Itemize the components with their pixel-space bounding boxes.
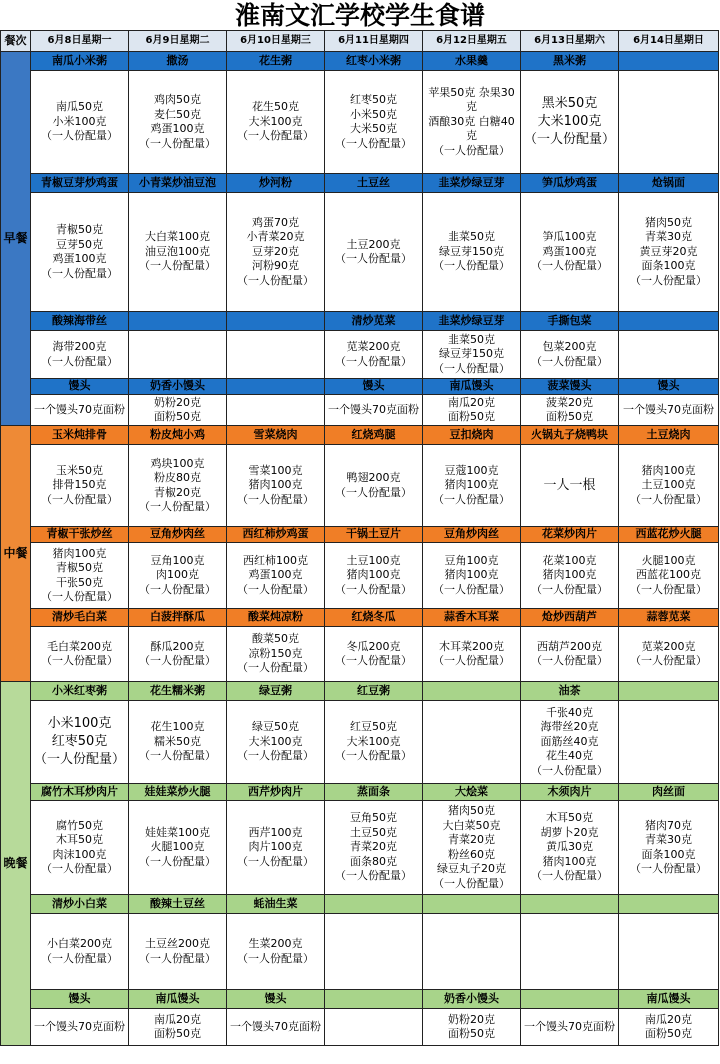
dish-ingredients: 火腿100克 西蓝花100克 （一人份配量） xyxy=(619,543,719,609)
dish-ingredients: 一个馒头70克面粉 xyxy=(31,1009,129,1046)
dish-name: 清炒毛白菜 xyxy=(31,609,129,627)
dish-ingredients: 猪肉100克 青椒50克 干张50克 （一人份配量） xyxy=(31,543,129,609)
menu-table xyxy=(0,30,719,1046)
dish-ingredients: 一个馒头70克面粉 xyxy=(227,1009,325,1046)
dish-name: 油茶 xyxy=(521,682,619,701)
day-header: 6月14日星期日 xyxy=(619,31,719,52)
dish-ingredients: 黑米50克 大米100克 （一人份配量） xyxy=(521,71,619,174)
dish-ingredients: 猪肉50克 大白菜50克 青菜20克 粉丝60克 绿豆丸子20克 （一人份配量） xyxy=(423,801,521,895)
dish-name: 韭菜炒绿豆芽 xyxy=(423,174,521,193)
dish-ingredients: 大白菜100克 油豆泡100克 （一人份配量） xyxy=(129,193,227,312)
dish-name: 炝锅面 xyxy=(619,174,719,193)
dish-name xyxy=(129,312,227,331)
dish-ingredients xyxy=(129,331,227,379)
dish-name: 绿豆粥 xyxy=(227,682,325,701)
dish-ingredients: 豆角100克 猪肉100克 （一人份配量） xyxy=(423,543,521,609)
dish-name xyxy=(619,312,719,331)
dish-name: 粉皮炖小鸡 xyxy=(129,426,227,445)
dish-name: 菠菜馒头 xyxy=(521,379,619,395)
dish-name: 酸辣土豆丝 xyxy=(129,895,227,914)
dish-ingredients: 西芹100克 肉片100克 （一人份配量） xyxy=(227,801,325,895)
dish-ingredients: 小白菜200克 （一人份配量） xyxy=(31,914,129,990)
dish-name: 肉丝面 xyxy=(619,784,719,801)
dish-ingredients: 鸡蛋70克 小青菜20克 豆芽20克 河粉90克 （一人份配量） xyxy=(227,193,325,312)
dish-ingredients: 鸡肉50克 麦仁50克 鸡蛋100克 （一人份配量） xyxy=(129,71,227,174)
dish-name xyxy=(227,379,325,395)
dish-name: 豆角炒肉丝 xyxy=(129,527,227,543)
dish-name xyxy=(227,312,325,331)
dish-ingredients: 苋菜200克 （一人份配量） xyxy=(619,627,719,682)
dish-name: 豆扣烧肉 xyxy=(423,426,521,445)
dish-ingredients: 奶粉20克 面粉50克 xyxy=(423,1009,521,1046)
dish-ingredients: 毛白菜200克 （一人份配量） xyxy=(31,627,129,682)
dish-name: 白菠拌酥瓜 xyxy=(129,609,227,627)
dish-ingredients: 红枣50克 小米50克 大米50克 （一人份配量） xyxy=(325,71,423,174)
dish-ingredients: 小米100克 红枣50克 （一人份配量） xyxy=(31,701,129,784)
dish-ingredients: 生菜200克 （一人份配量） xyxy=(227,914,325,990)
dish-name: 馒头 xyxy=(325,379,423,395)
page-title: 淮南文汇学校学生食谱 xyxy=(234,1,485,30)
dish-name xyxy=(423,682,521,701)
dish-ingredients: 海带200克 （一人份配量） xyxy=(31,331,129,379)
dish-name xyxy=(521,990,619,1009)
dish-name: 青椒豆芽炒鸡蛋 xyxy=(31,174,129,193)
dish-ingredients xyxy=(521,914,619,990)
dish-ingredients: 一个馒头70克面粉 xyxy=(521,1009,619,1046)
dish-name: 花生糯米粥 xyxy=(129,682,227,701)
dish-name: 红烧冬瓜 xyxy=(325,609,423,627)
dish-name: 韭菜炒绿豆芽 xyxy=(423,312,521,331)
dish-name xyxy=(619,52,719,71)
dish-name: 雪菜烧肉 xyxy=(227,426,325,445)
meal-column-header: 餐次 xyxy=(1,31,31,52)
dish-name: 西芹炒肉片 xyxy=(227,784,325,801)
dish-ingredients: 木耳50克 胡萝卜20克 黄瓜30克 猪肉100克 （一人份配量） xyxy=(521,801,619,895)
dish-ingredients: 韭菜50克 绿豆芽150克 （一人份配量） xyxy=(423,331,521,379)
dish-ingredients: 青椒50克 豆芽50克 鸡蛋100克 （一人份配量） xyxy=(31,193,129,312)
dish-name: 木须肉片 xyxy=(521,784,619,801)
dish-name xyxy=(423,895,521,914)
meal-label-dinner: 晚餐 xyxy=(1,682,31,1046)
dish-name: 火锅丸子烧鸭块 xyxy=(521,426,619,445)
dish-ingredients: 冬瓜200克 （一人份配量） xyxy=(325,627,423,682)
dish-ingredients: 豆角50克 土豆50克 青菜20克 面条80克 （一人份配量） xyxy=(325,801,423,895)
dish-name: 小米红枣粥 xyxy=(31,682,129,701)
dish-ingredients: 鸡块100克 粉皮80克 青椒20克 （一人份配量） xyxy=(129,445,227,527)
dish-ingredients: 花生100克 糯米50克 （一人份配量） xyxy=(129,701,227,784)
dish-ingredients xyxy=(325,914,423,990)
dish-ingredients: 娃娃菜100克 火腿100克 （一人份配量） xyxy=(129,801,227,895)
dish-name: 酸辣海带丝 xyxy=(31,312,129,331)
dish-ingredients: 木耳菜200克 （一人份配量） xyxy=(423,627,521,682)
dish-name: 娃娃菜炒火腿 xyxy=(129,784,227,801)
dish-ingredients: 奶粉20克 面粉50克 xyxy=(129,395,227,426)
dish-name: 蒸面条 xyxy=(325,784,423,801)
dish-name: 南瓜馒头 xyxy=(423,379,521,395)
dish-name: 手撕包菜 xyxy=(521,312,619,331)
dish-name: 西蓝花炒火腿 xyxy=(619,527,719,543)
dish-ingredients: 南瓜20克 面粉50克 xyxy=(423,395,521,426)
dish-name: 大烩菜 xyxy=(423,784,521,801)
dish-ingredients xyxy=(227,331,325,379)
dish-ingredients: 猪肉50克 青菜30克 黄豆芽20克 面条100克 （一人份配量） xyxy=(619,193,719,312)
dish-name: 馒头 xyxy=(31,990,129,1009)
dish-name: 水果羹 xyxy=(423,52,521,71)
dish-ingredients xyxy=(619,701,719,784)
meal-label-breakfast: 早餐 xyxy=(1,52,31,426)
dish-name: 豆角炒肉丝 xyxy=(423,527,521,543)
dish-name xyxy=(619,682,719,701)
dish-ingredients xyxy=(423,701,521,784)
dish-ingredients: 玉米50克 排骨150克 （一人份配量） xyxy=(31,445,129,527)
day-header: 6月11日星期四 xyxy=(325,31,423,52)
dish-ingredients: 鸭翅200克 （一人份配量） xyxy=(325,445,423,527)
dish-name: 花菜炒肉片 xyxy=(521,527,619,543)
day-header: 6月13日星期六 xyxy=(521,31,619,52)
dish-name: 青椒干张炒丝 xyxy=(31,527,129,543)
dish-name: 炝炒西葫芦 xyxy=(521,609,619,627)
dish-ingredients: 千张40克 海带丝20克 面筋丝40克 花生40克 （一人份配量） xyxy=(521,701,619,784)
dish-ingredients: 酸菜50克 凉粉150克 （一人份配量） xyxy=(227,627,325,682)
dish-name: 红烧鸡腿 xyxy=(325,426,423,445)
day-header: 6月10日星期三 xyxy=(227,31,325,52)
dish-name: 笋瓜炒鸡蛋 xyxy=(521,174,619,193)
dish-ingredients: 一个馒头70克面粉 xyxy=(31,395,129,426)
dish-name: 奶香小馒头 xyxy=(129,379,227,395)
dish-name: 清炒苋菜 xyxy=(325,312,423,331)
dish-ingredients: 苋菜200克 （一人份配量） xyxy=(325,331,423,379)
dish-ingredients xyxy=(423,914,521,990)
dish-ingredients xyxy=(619,71,719,174)
dish-ingredients: 花菜100克 猪肉100克 （一人份配量） xyxy=(521,543,619,609)
dish-name: 撒汤 xyxy=(129,52,227,71)
dish-ingredients: 土豆200克 （一人份配量） xyxy=(325,193,423,312)
dish-ingredients xyxy=(619,914,719,990)
dish-name: 黑米粥 xyxy=(521,52,619,71)
dish-name: 南瓜小米粥 xyxy=(31,52,129,71)
dish-ingredients: 酥瓜200克 （一人份配量） xyxy=(129,627,227,682)
dish-ingredients: 花生50克 大米100克 （一人份配量） xyxy=(227,71,325,174)
dish-ingredients: 包菜200克 （一人份配量） xyxy=(521,331,619,379)
dish-name: 奶香小馒头 xyxy=(423,990,521,1009)
dish-ingredients xyxy=(325,1009,423,1046)
dish-name: 馒头 xyxy=(619,379,719,395)
day-header: 6月8日星期一 xyxy=(31,31,129,52)
dish-ingredients: 南瓜50克 小米100克 （一人份配量） xyxy=(31,71,129,174)
dish-name xyxy=(325,990,423,1009)
day-header: 6月9日星期二 xyxy=(129,31,227,52)
dish-ingredients: 豆角100克 肉100克 （一人份配量） xyxy=(129,543,227,609)
dish-ingredients: 绿豆50克 大米100克 （一人份配量） xyxy=(227,701,325,784)
dish-name: 花生粥 xyxy=(227,52,325,71)
day-header: 6月12日星期五 xyxy=(423,31,521,52)
dish-ingredients: 南瓜20克 面粉50克 xyxy=(129,1009,227,1046)
dish-ingredients: 雪菜100克 猪肉100克 （一人份配量） xyxy=(227,445,325,527)
dish-ingredients: 一个馒头70克面粉 xyxy=(619,395,719,426)
dish-name: 南瓜馒头 xyxy=(619,990,719,1009)
dish-name xyxy=(521,895,619,914)
dish-name: 干锅土豆片 xyxy=(325,527,423,543)
dish-name: 酸菜炖凉粉 xyxy=(227,609,325,627)
dish-ingredients: 笋瓜100克 鸡蛋100克 （一人份配量） xyxy=(521,193,619,312)
dish-ingredients: 西红柿100克 鸡蛋100克 （一人份配量） xyxy=(227,543,325,609)
dish-name: 蒜蓉苋菜 xyxy=(619,609,719,627)
dish-ingredients: 土豆丝200克 （一人份配量） xyxy=(129,914,227,990)
dish-name: 红豆粥 xyxy=(325,682,423,701)
dish-name: 馒头 xyxy=(227,990,325,1009)
dish-name: 土豆烧肉 xyxy=(619,426,719,445)
dish-name: 西红柿炒鸡蛋 xyxy=(227,527,325,543)
dish-ingredients: 一个馒头70克面粉 xyxy=(325,395,423,426)
dish-name: 小青菜炒油豆泡 xyxy=(129,174,227,193)
dish-name: 腐竹木耳炒肉片 xyxy=(31,784,129,801)
dish-name: 玉米炖排骨 xyxy=(31,426,129,445)
dish-ingredients: 菠菜20克 面粉50克 xyxy=(521,395,619,426)
dish-ingredients: 猪肉100克 土豆100克 （一人份配量） xyxy=(619,445,719,527)
dish-ingredients: 韭菜50克 绿豆芽150克 （一人份配量） xyxy=(423,193,521,312)
dish-name: 蒜香木耳菜 xyxy=(423,609,521,627)
dish-ingredients: 苹果50克 杂果30克 酒酿30克 白糖40克 （一人份配量） xyxy=(423,71,521,174)
dish-ingredients: 猪肉70克 青菜30克 面条100克 （一人份配量） xyxy=(619,801,719,895)
dish-name xyxy=(619,895,719,914)
dish-ingredients: 豆蔻100克 猪肉100克 （一人份配量） xyxy=(423,445,521,527)
dish-ingredients: 红豆50克 大米100克 （一人份配量） xyxy=(325,701,423,784)
dish-ingredients: 腐竹50克 木耳50克 肉沫100克 （一人份配量） xyxy=(31,801,129,895)
dish-name xyxy=(325,895,423,914)
dish-name: 馒头 xyxy=(31,379,129,395)
dish-ingredients xyxy=(619,331,719,379)
dish-ingredients xyxy=(227,395,325,426)
dish-ingredients: 西葫芦200克 （一人份配量） xyxy=(521,627,619,682)
dish-name: 红枣小米粥 xyxy=(325,52,423,71)
dish-name: 炒河粉 xyxy=(227,174,325,193)
dish-ingredients: 一人一根 xyxy=(521,445,619,527)
dish-name: 清炒小白菜 xyxy=(31,895,129,914)
meal-label-lunch: 中餐 xyxy=(1,426,31,682)
dish-name: 土豆丝 xyxy=(325,174,423,193)
dish-ingredients: 南瓜20克 面粉50克 xyxy=(619,1009,719,1046)
dish-name: 南瓜馒头 xyxy=(129,990,227,1009)
dish-name: 蚝油生菜 xyxy=(227,895,325,914)
dish-ingredients: 土豆100克 猪肉100克 （一人份配量） xyxy=(325,543,423,609)
